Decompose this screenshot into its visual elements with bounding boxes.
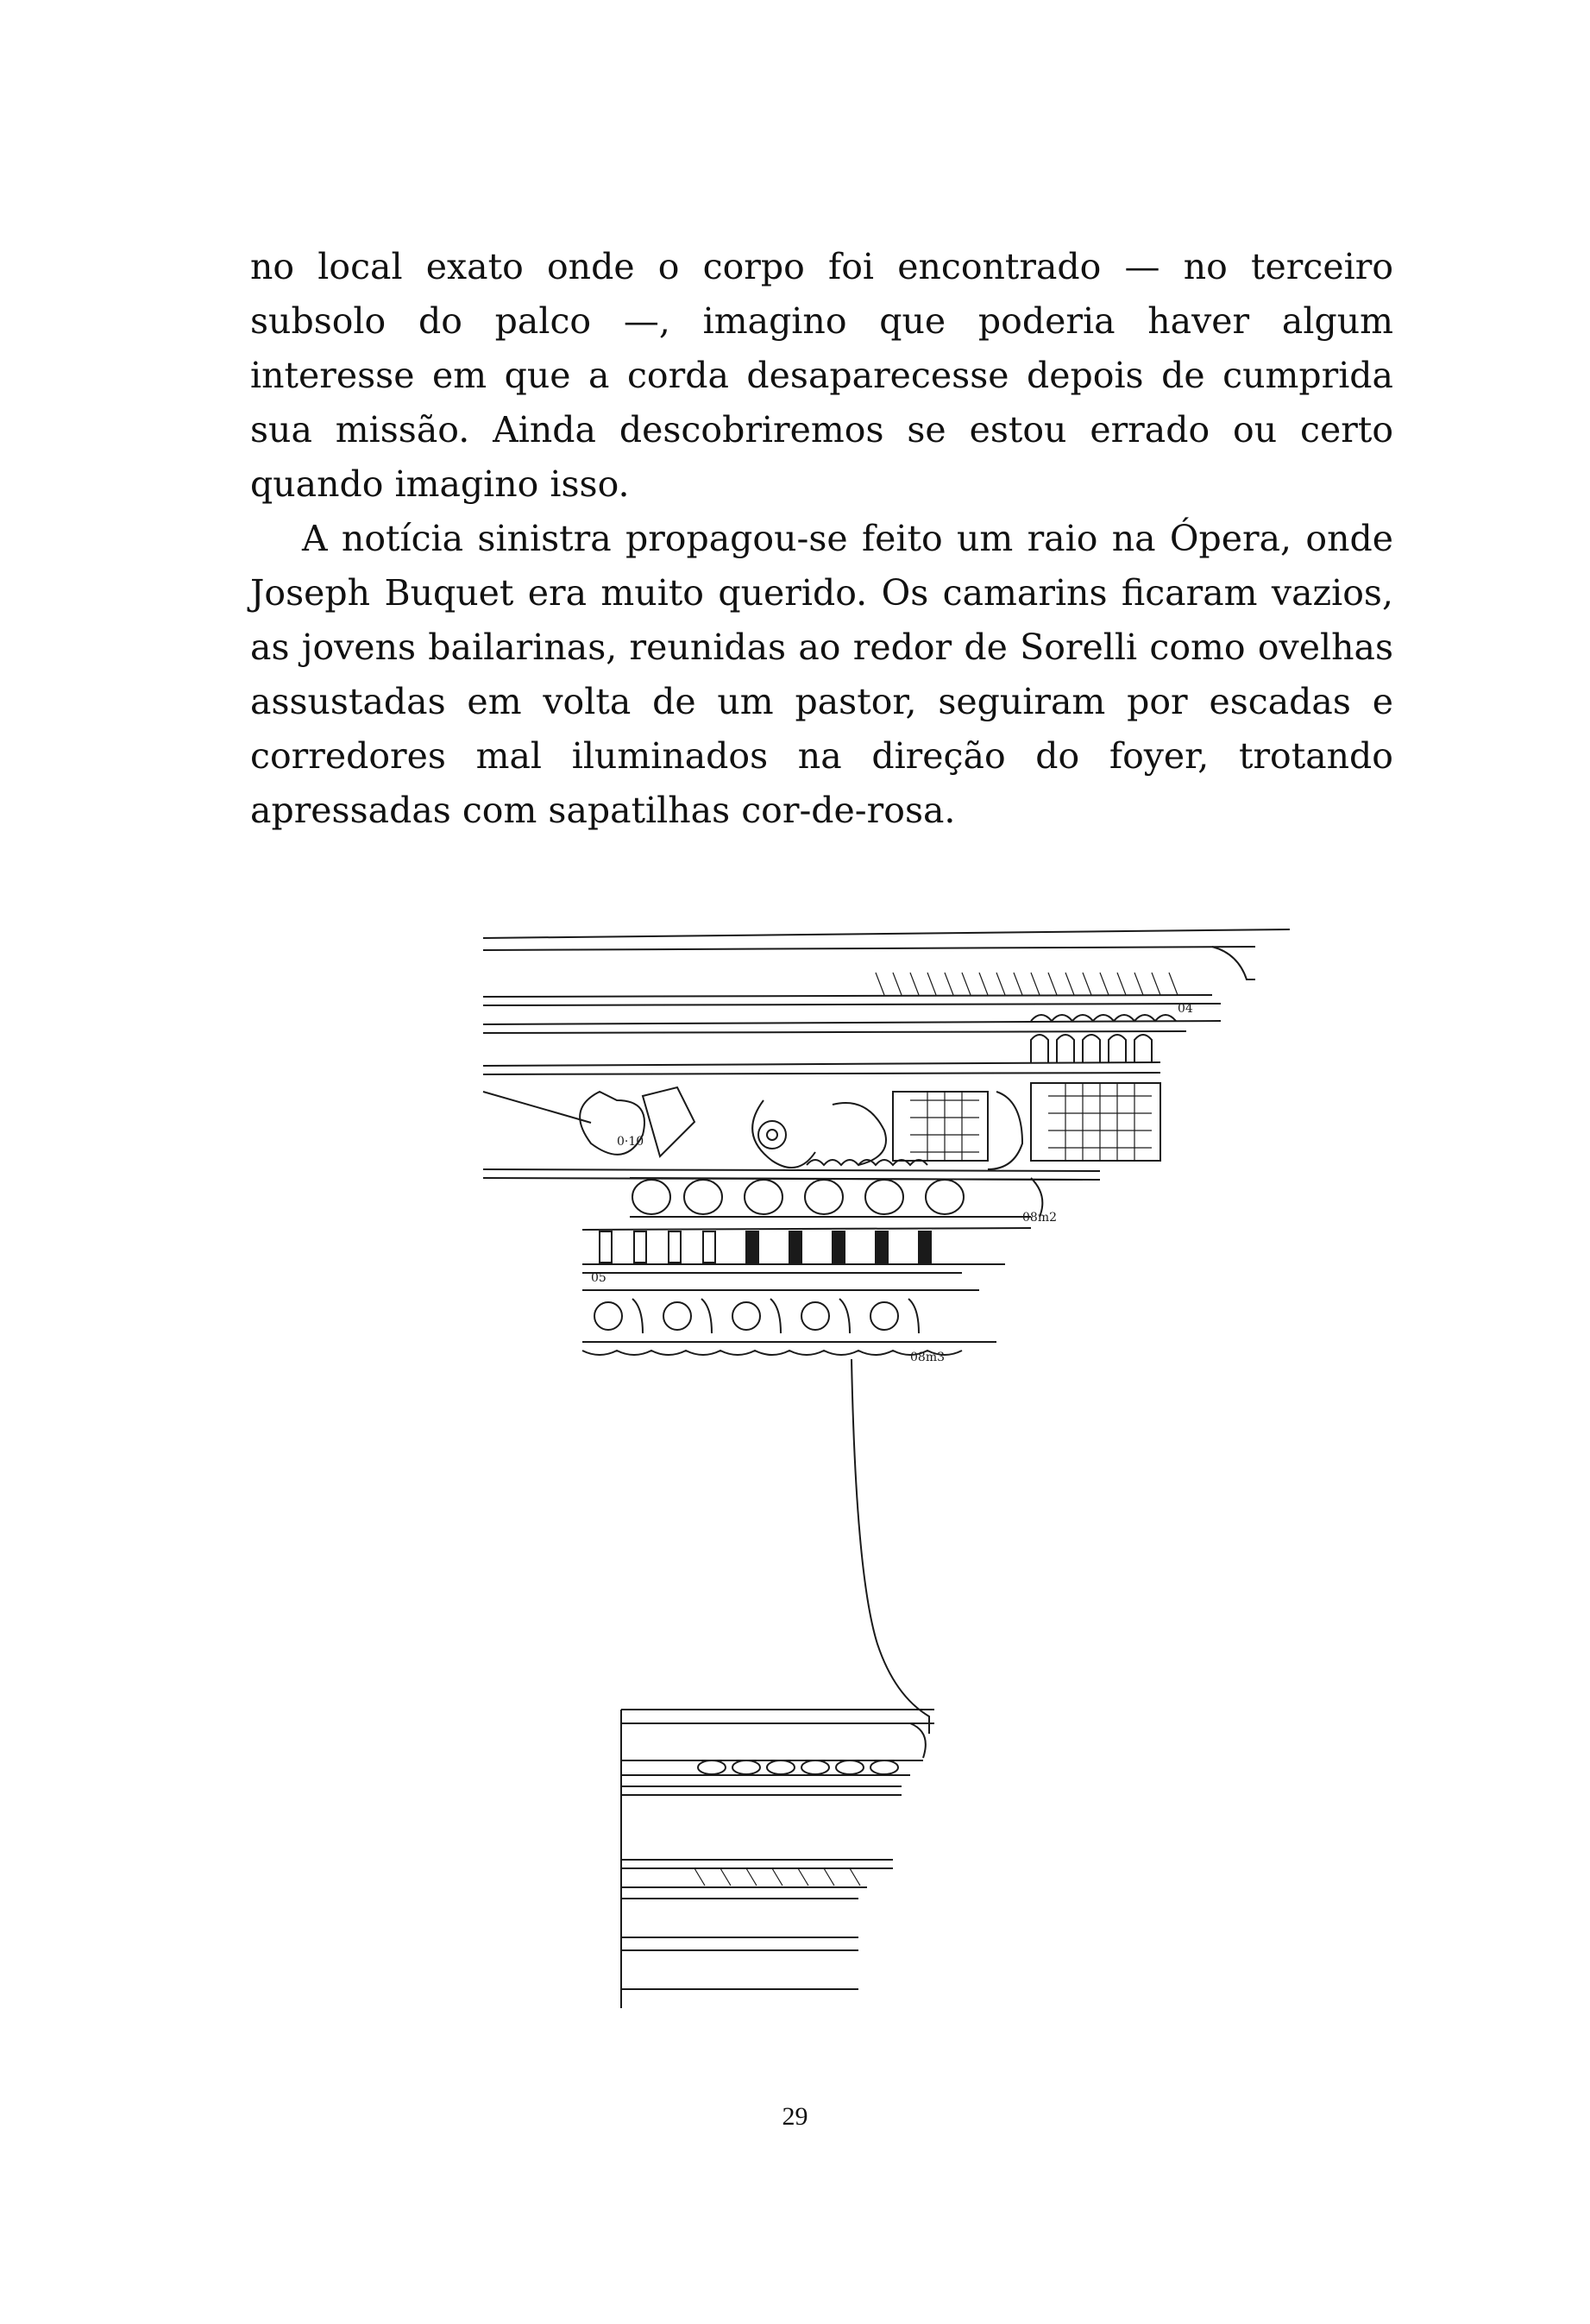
- body-text: [250, 240, 1393, 838]
- figure-label-08m3: 08m3: [910, 1351, 945, 1364]
- figure-label-08m2: 08m2: [1022, 1211, 1057, 1225]
- figure-label-04: 04: [1178, 1002, 1193, 1016]
- figure-label-0-10: 0·10: [617, 1135, 644, 1149]
- architectural-cornice-engraving: [479, 919, 1298, 2011]
- paragraph-continued: no local exato onde o corpo foi encontrado — no terceiro subsolo do palco —, imagino que poderia haver algum interesse em que a corda desaparecesse depois de cumprida sua missão. Ainda descobriremos se estou errado ou certo quando imagino isso.: [250, 246, 1393, 505]
- page-number: 29: [782, 2102, 808, 2131]
- paragraph: A notícia sinistra propagou-se feito um raio na Ópera, onde Joseph Buquet era muito querido. Os camarins ficaram vazios, as jovens bailarinas, reunidas ao redor de Sorelli como ovelhas assustadas em volta de um pastor, seguiram por escadas e corredores mal iluminados na direção do foyer, trotando apressadas com sapatilhas cor-de-rosa.: [250, 518, 1393, 831]
- figure-label-05: 05: [591, 1271, 606, 1285]
